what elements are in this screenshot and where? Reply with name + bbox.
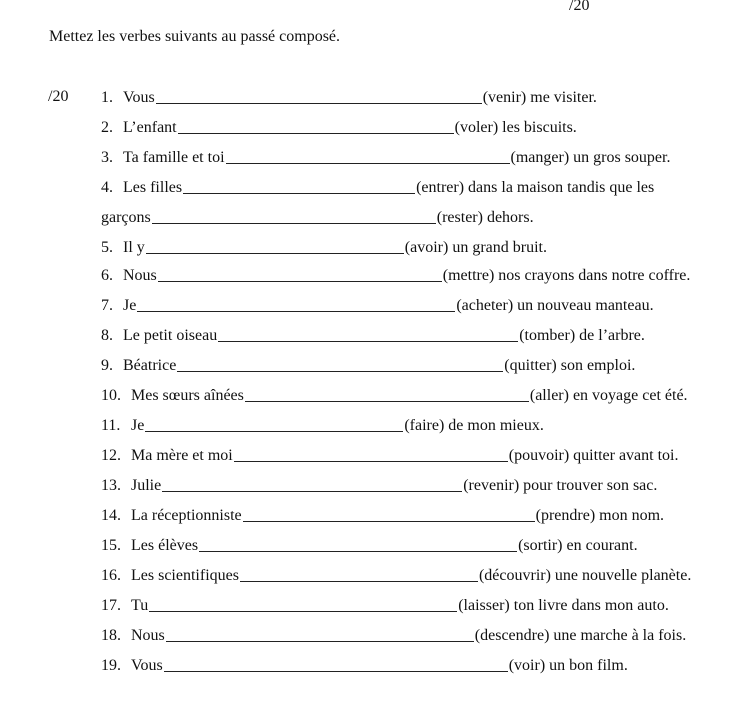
item-number: 10.	[101, 387, 121, 404]
item-prompt: Mes sœurs aînées	[131, 387, 244, 404]
item-prompt: Les scientifiques	[131, 567, 239, 584]
item-number: 9.	[101, 357, 113, 374]
score-left: /20	[48, 88, 69, 105]
item-verb-rest: (manger) un gros souper.	[510, 149, 671, 166]
item-verb-rest: (aller) en voyage cet été.	[529, 387, 688, 404]
exercise-item-11	[101, 414, 544, 436]
exercise-item-19	[101, 654, 628, 676]
item-verb-rest: (descendre) une marche à la fois.	[474, 627, 687, 644]
item-prompt: Nous	[131, 627, 165, 644]
item-number: 18.	[101, 627, 121, 644]
item-prompt: Béatrice	[123, 357, 177, 374]
item-prompt: Les filles	[123, 179, 183, 196]
item-number: 5.	[101, 239, 113, 256]
item-prompt: Je	[123, 297, 137, 314]
item-verb-rest: (quitter) son emploi.	[504, 357, 636, 374]
exercise-item-4-continued	[101, 206, 534, 228]
item-verb-rest: (rester) dehors.	[436, 209, 534, 226]
item-number: 8.	[101, 327, 113, 344]
exercise-item-18	[101, 624, 686, 646]
item-verb-rest: (entrer) dans la maison tandis que les	[416, 179, 655, 196]
answer-blank[interactable]	[158, 266, 442, 282]
item-verb-rest: (venir) me visiter.	[482, 89, 597, 106]
exercise-item-15	[101, 534, 638, 556]
item-verb-rest: (faire) de mon mieux.	[404, 417, 544, 434]
answer-blank[interactable]	[245, 386, 529, 402]
item-number: 14.	[101, 507, 121, 524]
item-verb-rest: (tomber) de l’arbre.	[519, 327, 645, 344]
item-prompt: Le petit oiseau	[123, 327, 218, 344]
answer-blank[interactable]	[243, 506, 535, 522]
item-number: 19.	[101, 657, 121, 674]
item-number: 11.	[101, 417, 121, 434]
exercise-item-14	[101, 504, 664, 526]
answer-blank[interactable]	[177, 356, 503, 372]
exercise-item-16	[101, 564, 691, 586]
item-number: 17.	[101, 597, 121, 614]
answer-blank[interactable]	[145, 416, 403, 432]
item-verb-rest: (sortir) en courant.	[518, 537, 638, 554]
item-number: 12.	[101, 447, 121, 464]
item-prompt: La réceptionniste	[131, 507, 242, 524]
exercise-item-8	[101, 324, 645, 346]
exercise-item-6	[101, 264, 690, 286]
item-verb-rest: (mettre) nos crayons dans notre coffre.	[442, 267, 691, 284]
exercise-item-7	[101, 294, 654, 316]
item-verb-rest: (laisser) ton livre dans mon auto.	[458, 597, 669, 614]
exercise-item-1	[101, 86, 597, 108]
item-prompt: Ma mère et moi	[131, 447, 233, 464]
score-top: /20	[569, 0, 590, 14]
item-verb-rest: (découvrir) une nouvelle planète.	[478, 567, 692, 584]
exercise-item-5	[101, 236, 547, 258]
exercise-item-17	[101, 594, 669, 616]
item-prompt: Vous	[123, 89, 155, 106]
answer-blank[interactable]	[166, 626, 474, 642]
item-prompt: Je	[131, 417, 145, 434]
item-prompt: Les élèves	[131, 537, 199, 554]
item-number: 1.	[101, 89, 113, 106]
answer-blank[interactable]	[218, 326, 518, 342]
instruction: Mettez les verbes suivants au passé composé.	[49, 28, 341, 45]
item-number: 15.	[101, 537, 121, 554]
answer-blank[interactable]	[162, 476, 462, 492]
item-number: 4.	[101, 179, 113, 196]
item-number: 16.	[101, 567, 121, 584]
exercise-item-13	[101, 474, 657, 496]
item-verb-rest: (pouvoir) quitter avant toi.	[508, 447, 679, 464]
answer-blank[interactable]	[137, 296, 455, 312]
answer-blank[interactable]	[152, 208, 436, 224]
exercise-item-9	[101, 354, 635, 376]
item-number: 6.	[101, 267, 113, 284]
item-prompt: Ta famille et toi	[123, 149, 225, 166]
exercise-item-2	[101, 116, 577, 138]
item-verb-rest: (revenir) pour trouver son sac.	[463, 477, 658, 494]
exercise-item-12	[101, 444, 678, 466]
item-verb-rest: (voler) les biscuits.	[454, 119, 577, 136]
item-verb-rest: (acheter) un nouveau manteau.	[456, 297, 654, 314]
item-verb-rest: (voir) un bon film.	[508, 657, 628, 674]
item-prompt: Vous	[131, 657, 163, 674]
item-prompt: L’enfant	[123, 119, 177, 136]
answer-blank[interactable]	[226, 148, 510, 164]
item-prompt: Il y	[123, 239, 145, 256]
answer-blank[interactable]	[199, 536, 517, 552]
exercise-item-10	[101, 384, 688, 406]
answer-blank[interactable]	[164, 656, 508, 672]
item-prompt: Tu	[131, 597, 149, 614]
item-prompt: Nous	[123, 267, 157, 284]
exercise-item-4	[101, 176, 654, 198]
item-number: 13.	[101, 477, 121, 494]
answer-blank[interactable]	[240, 566, 478, 582]
answer-blank[interactable]	[178, 118, 454, 134]
item-prompt: garçons	[101, 209, 151, 226]
answer-blank[interactable]	[183, 178, 415, 194]
item-verb-rest: (avoir) un grand bruit.	[404, 239, 547, 256]
item-number: 3.	[101, 149, 113, 166]
item-number: 7.	[101, 297, 113, 314]
item-prompt: Julie	[131, 477, 162, 494]
answer-blank[interactable]	[234, 446, 508, 462]
item-verb-rest: (prendre) mon nom.	[535, 507, 665, 524]
answer-blank[interactable]	[156, 88, 482, 104]
answer-blank[interactable]	[149, 596, 457, 612]
answer-blank[interactable]	[146, 238, 404, 254]
item-number: 2.	[101, 119, 113, 136]
exercise-item-3	[101, 146, 670, 168]
